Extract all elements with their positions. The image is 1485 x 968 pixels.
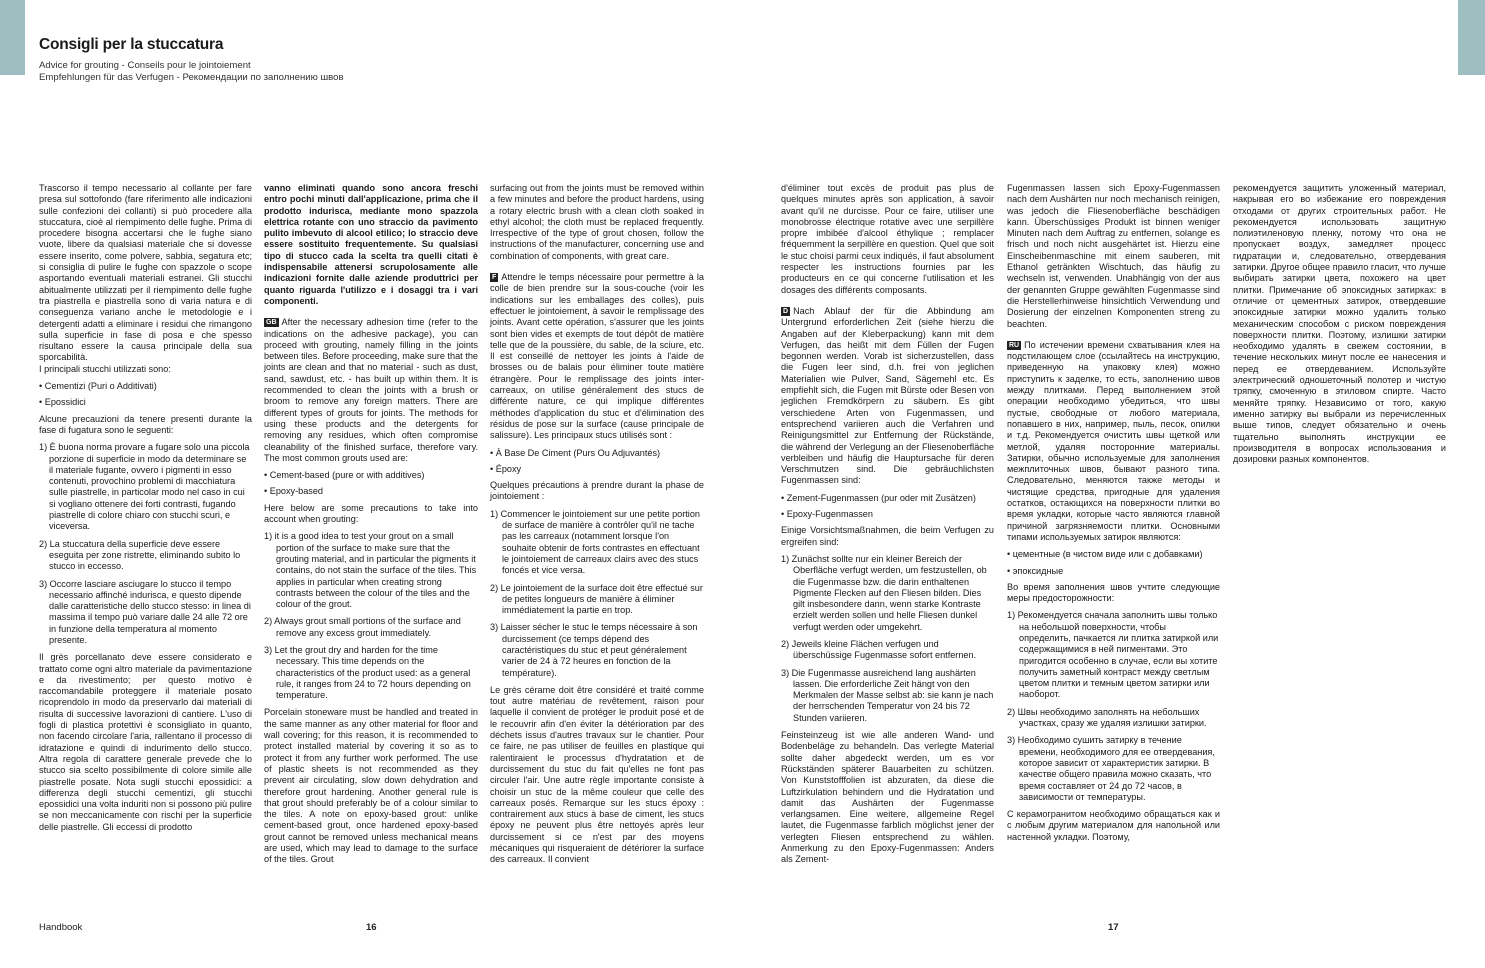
lang-tag-ru: RU	[1009, 341, 1020, 349]
de-numbered-1: 1) Zunächst sollte nur ein kleiner Bereich der Oberfläche verfugt werden, um festzustellen, ob die Fugenmasse bzw. die darin enthaltenen Pigmente Flecken auf den Fliesen bilden. Dies gilt insbesondere dann, wenn starke Kontraste erzielt werden sollen und helle Fliesen dunkel verfugt werden oder umgekehrt.	[781, 553, 987, 632]
fr-paragraph-1-text: Attendre le temps nécessaire pour permettre à la colle de bien prendre sur la sous-couche (voir les indications sur les emballages des colles), puis effectuer le jointoiement, à savoir le remplissage des joints. Avant cette opération, s'assurer que les joints sont bien vides et exempts de tout dépôt de matière telle que de la poussière, du sable, de la sciure, etc. Il est conseillé de nettoyer les joints à l'aide de brosses ou de balais pour éliminer toute matière étrangère. Pour le remplissage des joints inter-carreaux, on utilise généralement des stucs de différente nature, ce qui implique différentes méthodes d'application du stuc et d'élimination des résidus de pose sur la surface (cause principale de salissure). Les principaux stucs utilisés sont :	[490, 272, 704, 441]
en-paragraph-1	[264, 317, 478, 464]
fr-bullet-2: • Époxy	[490, 463, 522, 474]
it-paragraph-3: Il grès porcellanato deve essere considerato e trattato come ogni altro materiale da pavimentazione e da rivestimento; per questo motivo è raccomandabile proteggere il materiale posato ricoprendolo in modo da preservarlo dai materiali di risulta di successive lavorazioni di cantiere. L'uso di fogli di plastica protettivi è sconsigliato in quanto, non facendo circolare l'aria, rallentano il processo di idratazione e quindi di indurimento dello stucco. Altra regola di carattere generale prevede che lo stucco sia scelto possibilmente di colore simile alle piastrelle posate. Nota sugli stucchi epossidici: a differenza degli stucchi cementizi, gli stucchi epossidici una volta induriti non si possono più pulire se non meccanicamente con rischi per la superficie delle piastrelle. Gli eccessi di prodotto	[39, 652, 252, 832]
fr-numbered-2: 2) Le jointoiement de la surface doit être effectué sur de petites longueurs de manière à éliminer immédiatement la partie en trop.	[490, 582, 703, 616]
en-paragraph-4: surfacing out from the joints must be removed within a few minutes and before the product hardens, using a rotary electric brush with a clean cloth soaked in ethyl alcohol; the cloth must be replaced frequently. Irrespective of the type of grout chosen, follow the instructions of the manufacturer, concerning use and combination of components, with great care.	[490, 183, 704, 261]
lang-tag-d: D	[783, 307, 789, 315]
de-paragraph-1	[781, 306, 994, 487]
footer-handbook-label: Handbook	[39, 922, 83, 933]
subtitle-line-1: Advice for grouting - Conseils pour le jointoiement	[39, 60, 251, 71]
de-bullet-1: • Zement-Fugenmassen (pur oder mit Zusätzen)	[781, 492, 976, 503]
en-numbered-1: 1) it is a good idea to test your grout on a small portion of the surface to make sure that the grouting material, and in particular the pigments it contains, do not stain the surface of the tiles. This applies in particular when creating strong contrasts between the colour of the tiles and the colour of the grout.	[264, 531, 477, 610]
it-paragraph-1: Trascorso il tempo necessario al collante per fare presa sul sottofondo (fare riferimento alle indicazioni sulle confezioni dei collanti) si può procedere alla stuccatura, cioè al riempimento delle fughe. Prima di procedere bisogna accertarsi che le fughe siano vuote, libere da qualsiasi materiale che si dovesse essere inserito, come polvere, sabbia, segatura etc; si consiglia di pulire le fughe con spazzole o scope asportando eventuali materiali estranei. Gli stucchi abitualmente utilizzati per il riempimento delle fughe tra piastrella e piastrella sono di varia natura e di conseguenza variano anche le metodologie e i detergenti adatti a eliminare i residui che rimangono sulla superficie in fase di posa e che spesso risultano essere la causa principale della sua sporcabilità.	[39, 183, 252, 363]
ru-numbered-2: 2) Швы необходимо заполнять на небольших участках, сразу же удаляя излишки затирки.	[1007, 706, 1207, 729]
ru-bullet-2: • эпоксидные	[1007, 565, 1064, 576]
column-english-french	[490, 183, 704, 872]
it-numbered-3: 3) Occorre lasciare asciugare lo stucco il tempo necessario affinché indurisca, e questo dipende dalle caratteristiche dello stucco stesso: in linea di massima il tempo può variare dalle 24 alle 72 ore in funzione della temperatura al momento presente.	[39, 578, 251, 645]
fr-bullet-1: • À Base De Ciment (Purs Ou Adjuvantés)	[490, 447, 661, 458]
en-paragraph-2: Here below are some precautions to take into account when grouting:	[264, 502, 478, 525]
fr-paragraph-1	[490, 272, 704, 441]
it-numbered-1: 1) È buona norma provare a fugare solo una piccola porzione di superficie in modo da determinare se il materiale fugante, ovvero i pigmenti in esso contenuti, provochino problemi di macchiatura sulle piastrelle, in particolar modo nel caso in cui si vogliano ottenere dei forti contrasti, fugando piastrelle di colore chiaro con stucchi scuri, e viceversa.	[39, 442, 250, 532]
column-russian-2	[1233, 183, 1446, 471]
ru-bullet-1: • цементные (в чистом виде или с добавками)	[1007, 549, 1203, 560]
column-italian-1	[39, 183, 252, 839]
column-french-german	[781, 183, 994, 872]
page-number-left: 16	[366, 922, 377, 933]
column-german-russian	[1007, 183, 1220, 849]
lang-tag-gb: GB	[266, 319, 277, 327]
page-number-right: 17	[1108, 922, 1119, 933]
en-paragraph-1-text: After the necessary adhesion time (refer to the indications on the adhesive package), you can proceed with grouting, namely filling in the joints between tiles. Before proceeding, make sure that the joints are clean and that no material - such as dust, sand, sawdust, etc. - has built up within them. It is recommended to clean the joints with a brush or broom to remove any foreign matters. There are different types of grouts for joints. The methods for using these products and the detergents for removing any residues, which often compromise cleanability of the finished surface, therefore vary. The most common grouts used are:	[264, 317, 478, 463]
ru-paragraph-4: рекомендуется защитить уложенный материал, накрывая его во избежание его повреждения отходами от других строительных работ. Не рекомендуется использовать защитную полиэтиленовую пленку, потому что она не пропускает воздух, замедляет процесс гидратации и, следовательно, отвердевания затирки. Другое общее правило гласит, что лучше выбирать затирки цвета, похожего на цвет плитки. Примечание об эпоксидных затирках: в отличие от цементных затирок, отвердевшие эпоксидные затирки можно удалить только механическим способом с риском повреждения поверхности плитки. Поэтому, излишки затирки необходимо удалять в свежем состоянии, в течение нескольких минут после ее нанесения и перед ее отвердеванием. Используйте электрический одношеточный полотер и чистую тряпку, смоченную в этиловом спирте. Часто меняйте тряпку. Независимо от того, какую именно затирку вы выбрали из перечисленных выше типов, следует обязательно и очень тщательно выполнять инструкции ее производителя в вопросах использования и дозировки разных компонентов.	[1233, 183, 1446, 465]
it-paragraph-2: Alcune precauzioni da tenere presenti durante la fase di fugatura sono le seguenti:	[39, 413, 252, 435]
de-numbered-2: 2) Jeweils kleine Flächen verfugen und überschüssige Fugenmasse sofort entfernen.	[781, 638, 977, 661]
it-numbered-2: 2) La stuccatura della superficie deve essere eseguita per zone ristrette, eliminando subito lo stucco in eccesso.	[39, 538, 241, 572]
fr-paragraph-3: Le grès cérame doit être considéré et traité comme tout autre matériau de revêtement, raison pour laquelle il convient de protéger le produit posé et de le recouvrir afin d'en éviter la détérioration par des déchets issus d'autres travaux sur le chantier. Pour ce faire, ne pas utiliser de feuilles en plastique qui ralentiraient le processus d'hydratation et de durcissement du stuc du fait qu'elles ne font pas circuler l'air. Une autre règle importante consiste à choisir un stuc de la même couleur que celle des carreaux posés. Remarque sur les stucs époxy : contrairement aux stucs à base de ciment, les stucs époxy ne peuvent plus être nettoyés après leur durcissement si ce n'est par des moyens mécaniques qui risqueraient de détériorer la surface des carreaux. Il convient	[490, 684, 704, 865]
en-paragraph-3: Porcelain stoneware must be handled and treated in the same manner as any other material for floor and wall covering; for this reason, it is recommended to protect installed material by covering it so as to protect it from any further work performed. The use of plastic sheets is not recommended as they prevent air circulating, slow down dehydration and therefore grout hardening. Another general rule is that grout should preferably be of a colour similar to the tiles. A note on epoxy-based grout: unlike cement-based grout, once hardened epoxy-based grout cannot be removed unless mechanical means are used, which may lead to damage to the surface of the tiles. Grout	[264, 707, 478, 865]
ru-paragraph-1-text: По истечении времени схватывания клея на подстилающем слое (ссылайтесь на инструкцию, приведенную на упаковку клея) можно приступить к заделке, то есть, заполнению швов между плитками. Перед выполнением этой операции необходимо убедиться, что швы пустые, свободные от любого материала, попавшего в них, например, пыль, песок, опилки и т.д. Рекомендуется очистить швы щеткой или метлой, удаляя посторонние материалы. Затирки, обычно используемые для заполнения межплиточных швов, бывают разного типа. Следовательно, меняются также методы и чистящие средства, пригодные для удаления остатков, остающихся на поверхности плитки во время укладки, которые часто являются главной причиной загрязняемости плитки. Основными типами используемых затирок являются:	[1007, 339, 1220, 542]
page-subtitle	[39, 60, 344, 83]
de-bullet-2: • Epoxy-Fugenmassen	[781, 509, 873, 520]
it-paragraph-4: vanno eliminati quando sono ancora freschi entro pochi minuti dall'applicazione, prima che il prodotto indurisca, mediante mono spazzola elettrica rotante con uno straccio da pavimento pulito imbevuto di alcool etilico; lo straccio deve essere sostituito frequentemente. Su qualsiasi tipo di stucco cada la scelta tra quelli citati è indispensabile attenersi scrupolosamente alle indicazioni fornite dalle aziende produttrici per quanto riguarda l'utilizzo e i dosaggi tra i vari componenti.	[264, 183, 478, 306]
lang-tag-f: F	[492, 274, 497, 282]
fr-paragraph-4: d'éliminer tout excès de produit pas plus de quelques minutes après son application, à savoir avant qu'il ne durcisse. Pour ce faire, utiliser une monobrosse électrique rotative avec une serpillère propre imbibée d'alcool éthylique ; remplacer fréquemment la serpillère en question. Quel que soit le stuc choisi parmi ceux indiqués, il faut absolument respecter les instructions fournies par les producteurs en ce qui concerne l'utilisation et les dosages des différents composants.	[781, 183, 994, 295]
fr-paragraph-2: Quelques précautions à prendre durant la phase de jointoiement :	[490, 480, 704, 502]
de-paragraph-4: Fugenmassen lassen sich Epoxy-Fugenmassen nach dem Aushärten nur noch mechanisch reinigen, was jedoch die Fliesenoberfläche beschädigen kann. Überschüssiges Produkt ist binnen weniger Minuten nach dem Auftrag zu entfernen, solange es frisch und noch nicht ausgehärtet ist. Hierzu eine Einscheibenmaschine mit einem sauberen, mit Ethanol getränkten Wischtuch, das häufig zu wechseln ist, verwenden. Unabhängig von der aus der genannten Gruppe gewählten Fugenmasse sind die Herstellerhinweise hinsichtlich Verwendung und Dosierung der einzelnen Komponenten streng zu beachten.	[1007, 183, 1220, 329]
en-bullet-2: • Epoxy-based	[264, 486, 323, 497]
ru-paragraph-2: Во время заполнения швов учтите следующие меры предосторожности:	[1007, 581, 1220, 604]
en-numbered-3: 3) Let the grout dry and harden for the time necessary. This time depends on the characteristics of the product used: as a general rule, it ranges from 24 to 72 hours depending on temperature.	[264, 644, 471, 701]
fr-numbered-3: 3) Laisser sécher le stuc le temps nécessaire à son durcissement (ce temps dépend des caractéristiques du stuc et peut généralement varier de 24 à 72 heures en fonction de la température).	[490, 622, 698, 678]
page-title: Consigli per la stuccatura	[39, 36, 224, 53]
ru-paragraph-1	[1007, 340, 1220, 543]
column-italian-english	[264, 183, 478, 872]
it-bullet-1: • Cementizi (Puri o Additivati)	[39, 381, 157, 392]
subtitle-line-2: Empfehlungen für das Verfugen - Рекомендации по заполнению швов	[39, 71, 344, 83]
de-numbered-3: 3) Die Fugenmasse ausreichend lang aushärten lassen. Die erforderliche Zeit hängt von den Merkmalen der Masse selbst ab: sie kann je nach der herrschenden Temperatur von 24 bis 72 Stunden variieren.	[781, 667, 994, 723]
ru-numbered-3: 3) Необходимо сушить затирку в течение времени, необходимого для ее отвердевания, которое зависит от характеристик затирки. В качестве общего правила можно сказать, что время составляет от 24 до 72 часов, в зависимости от температуры.	[1007, 735, 1215, 802]
de-paragraph-3: Feinsteinzeug ist wie alle anderen Wand- und Bodenbeläge zu behandeln. Das verlegte Material sollte daher abgedeckt werden, um es vor Rückständen späterer Bauarbeiten zu schützen. Von Kunststofffolien ist abzuraten, da diese die Luftzirkulation behindern und die Hydratation und damit das Aushärten der Fugenmasse verlangsamen. Eine weitere, allgemeine Regel lautet, die Fugenmasse farblich möglichst jener der verlegten Fliesen entsprechend zu wählen. Anmerkung zu den Epoxy-Fugenmassen: Anders als Zement-	[781, 730, 994, 865]
de-paragraph-2: Einige Vorsichtsmaßnahmen, die beim Verfugen zu ergreifen sind:	[781, 525, 994, 547]
left-color-tab	[0, 0, 25, 75]
right-color-tab	[1458, 0, 1485, 75]
fr-numbered-1: 1) Commencer le jointoiement sur une petite portion de surface de manière à contrôler qu'il ne tache pas les carreaux (notamment lorsque l'on souhaite obtenir de forts contrastes en effectuant le jointoiement de carreaux clairs avec des stucs foncés et vice versa.	[490, 508, 700, 576]
ru-numbered-1: 1) Рекомендуется сначала заполнить швы только на небольшой поверхности, чтобы определить, пачкается ли плитка затиркой или содержащимися в ней пигментами. Это пригодится особенно в случае, если вы хотите получить заметный контраст между светлым цветом плитки и темным цветом затирки или наоборот.	[1007, 610, 1219, 700]
it-paragraph-1b: I principali stucchi utilizzati sono:	[39, 363, 171, 374]
ru-paragraph-3: С керамогранитом необходимо обращаться как и с любым другим материалом для напольной или настенной укладки. Поэтому,	[1007, 809, 1220, 842]
de-paragraph-1-text: Nach Ablauf der für die Abbindung am Untergrund erforderlichen Zeit (siehe hierzu die Angaben auf der Kleberpackung) kann mit dem Verfugen, das heißt mit dem Füllen der Fugen begonnen werden. Vorab ist sicherzustellen, dass die Fugen leer sind, d.h. frei von jeglichen Materialien wie Pulver, Sand, Sägemehl etc. Es empfiehlt sich, die Fugen mit Bürste oder Besen von jeglichen Fremdkörpern zu säubern. Es gibt verschiedene Arten von Fugenmassen, und entsprechend variieren auch die Verfahren und Reinigungsmittel zur Entfernung der Rückstände, die während der Verlegung an der Fliesenoberfläche verbleiben und häufig die Hauptursache für deren Verschmutzen sind. Die gebräuchlichsten Fugenmassen sind:	[781, 305, 994, 486]
en-bullet-1: • Cement-based (pure or with additives)	[264, 470, 425, 481]
en-numbered-2: 2) Always grout small portions of the surface and remove any excess grout immediately.	[264, 616, 461, 638]
it-bullet-2: • Epossidici	[39, 397, 86, 408]
